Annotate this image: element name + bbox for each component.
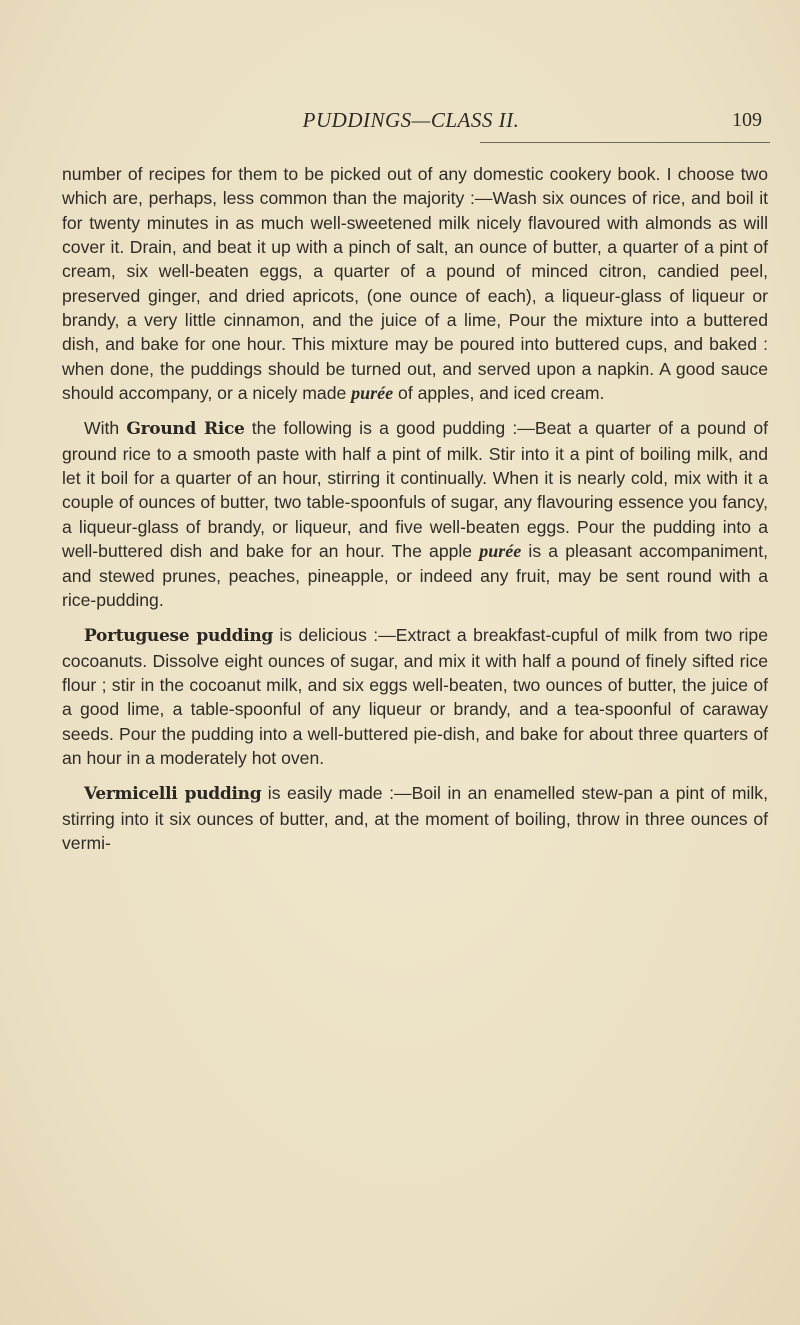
section-heading-ground-rice: Ground Rice (126, 419, 245, 440)
paragraph-lead-in: With (84, 418, 127, 439)
running-title: PUDDINGS—CLASS II. (302, 108, 520, 132)
italic-term: purée (351, 383, 394, 404)
paragraph-text: number of recipes for them to be picked out of any domestic cookery book. I choose two which are, perhaps, less common than the majority :—Wash six ounces of rice, and boil it for twenty minutes in as much well-sweetened milk nicely flavoured with almonds as will cover it. Drain, and beat it up with a pinch of salt, an ounce of butter, a quarter of a pint of cream, six well-beaten eggs, a quarter of a pound of minced citron, candied peel, preserved ginger, and dried apricots, (one ounce of each), a liqueur-glass of liqueur or brandy, a very little cinnamon, and the juice of a lime, Pour the mixture into a buttered dish, and bake for one hour. This mixture may be poured into buttered cups, and baked : when done, the puddings should be turned out, and served upon a napkin. A good sauce should accompany, or a nicely made (62, 164, 768, 404)
section-heading-vermicelli-pudding: Vermicelli pudding (84, 784, 262, 805)
paragraph-text: the following is a good pudding :—Beat a quarter of a pound of ground rice to a smooth paste with half a pint of milk. Stir into it a pint of boiling milk, and let it boil for a quarter of an hour, stirring it continually. When it is nearly cold, mix with it a couple of ounces of butter, two table-spoonfuls of sugar, any flavouring essence you fancy, a liqueur-glass of brandy, or liqueur, and five well-beaten eggs. Pour the pudding into a well-buttered dish and bake for an hour. The apple (62, 418, 768, 562)
body-text (62, 162, 768, 866)
paragraph-ground-rice (62, 416, 768, 612)
paragraph-text: is delicious :—Extract a breakfast-cupful of milk from two ripe cocoanuts. Dissolve eight ounces of sugar, and mix it with half a pound of finely sifted rice flour ; stir in the cocoanut milk, and six eggs well-beaten, two ounces of butter, the juice of a good lime, a table-spoonful of any liqueur or brandy, and a tea-spoonful of caraway seeds. Pour the pudding into a well-buttered pie-dish, and bake for about three quarters of an hour in a moderately hot oven. (62, 625, 768, 768)
paragraph-text: is easily made :—Boil in an enamelled stew-pan a pint of milk, stirring into it six ounces of butter, and, at the moment of boiling, throw in three ounces of vermi- (62, 783, 768, 853)
page-number: 109 (732, 109, 762, 131)
section-heading-portuguese-pudding: Portuguese pudding (84, 626, 274, 647)
paragraph-text: is a pleasant accompaniment, and stewed prunes, peaches, pineapple, or indeed any fruit, may be sent round with a rice-pudding. (62, 541, 768, 610)
paragraph-portuguese-pudding (62, 623, 768, 770)
italic-term: purée (479, 541, 522, 562)
paragraph-rice-recipe (62, 162, 768, 405)
header-rule (480, 142, 770, 143)
paragraph-vermicelli-pudding (62, 781, 768, 855)
paragraph-text: of apples, and iced cream. (393, 383, 605, 404)
